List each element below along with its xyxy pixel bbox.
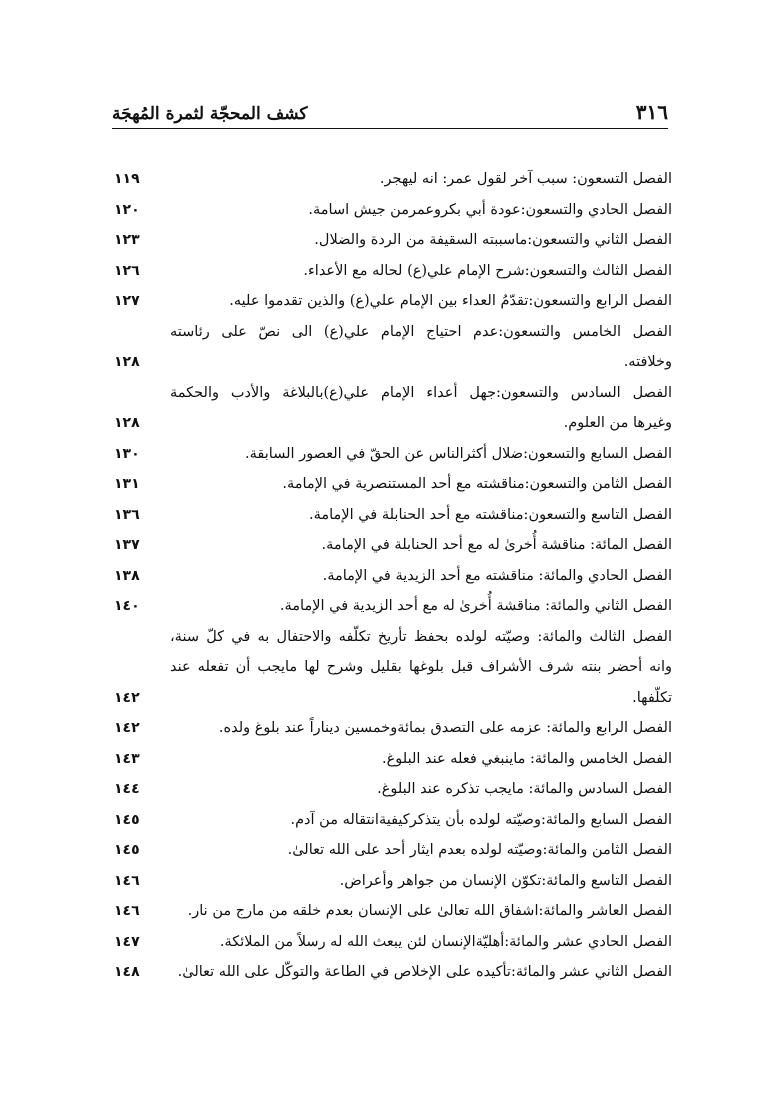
toc-entry-title: تكلّفها. bbox=[632, 689, 672, 706]
toc-entry bbox=[112, 866, 672, 897]
toc-entry bbox=[112, 744, 672, 775]
toc-entry-page: ١٤٨ bbox=[114, 964, 140, 980]
toc-entry bbox=[112, 469, 672, 500]
toc-entry-title: الفصل الثاني والتسعون:ماسببته السقيفة من الردة والضلال. bbox=[314, 232, 672, 248]
table-of-contents bbox=[112, 164, 672, 988]
toc-entry bbox=[112, 683, 672, 714]
toc-entry-page: ١٤٦ bbox=[114, 903, 140, 919]
toc-entry bbox=[112, 927, 672, 958]
toc-entry-title: الفصل الثاني والمائة: مناقشة أُخرىٰ له مع أحد الزيدية في الإمامة. bbox=[279, 598, 672, 614]
toc-entry bbox=[112, 835, 672, 866]
toc-entry-page: ١٣٧ bbox=[114, 537, 140, 553]
toc-entry-title: الفصل الثاني عشر والمائة:تأكيده على الإخلاص في الطاعة والتوكّل على الله تعالىٰ. bbox=[177, 964, 672, 980]
toc-entry-title: الفصل الخامس والمائة: ماينبغي فعله عند البلوغ. bbox=[382, 750, 672, 767]
toc-entry-page: ١٤٦ bbox=[114, 872, 140, 889]
toc-entry bbox=[112, 591, 672, 622]
toc-entry-page: ١٣٠ bbox=[114, 445, 140, 462]
toc-entry-page: ١٣٦ bbox=[114, 506, 140, 523]
toc-entry-page: ١٢٠ bbox=[114, 201, 140, 218]
toc-entry-title: الفصل المائة: مناقشة أُخرىٰ له مع أحد الحنابلة في الإمامة. bbox=[321, 537, 672, 553]
toc-entry-page: ١٤٥ bbox=[114, 811, 140, 828]
toc-entry bbox=[112, 256, 672, 287]
toc-entry-title: الفصل الثامن والمائة:وصيّته لولده بعدم ايثار أحد على الله تعالىٰ. bbox=[287, 842, 672, 858]
toc-entry bbox=[112, 408, 672, 439]
toc-entry-title: الفصل الحادي عشر والمائة:أهليّةالإنسان لئن يبعث الله له رسلاً من الملائكة. bbox=[219, 933, 672, 950]
toc-entry-title: الفصل الثالث والتسعون:شرح الإمام علي(ع) لحاله مع الأعداء. bbox=[303, 262, 672, 279]
toc-entry-title: الفصل التاسع والمائة:تكوّن الإنسان من جواهر وأعراض. bbox=[339, 872, 672, 889]
toc-entry bbox=[112, 622, 672, 653]
toc-entry bbox=[112, 652, 672, 683]
toc-entry bbox=[112, 957, 672, 988]
toc-entry-page: ١٤٤ bbox=[114, 781, 140, 797]
toc-entry bbox=[112, 164, 672, 195]
toc-entry bbox=[112, 713, 672, 744]
toc-entry-title: الفصل الخامس والتسعون:عدم احتياج الإمام علي(ع) الى نصّ على رئاسته bbox=[170, 323, 672, 340]
toc-entry bbox=[112, 195, 672, 226]
toc-entry bbox=[112, 530, 672, 561]
toc-entry-page: ١٤٢ bbox=[114, 720, 140, 736]
toc-entry-title: الفصل السادس والمائة: مايجب تذكره عند البلوغ. bbox=[377, 781, 672, 797]
toc-entry-page: ١٤٥ bbox=[114, 842, 140, 858]
toc-entry bbox=[112, 561, 672, 592]
toc-entry bbox=[112, 347, 672, 378]
page-number: ٣١٦ bbox=[635, 100, 668, 124]
toc-entry-title: الفصل الحادي والمائة: مناقشته مع أحد الزيدية في الإمامة. bbox=[322, 567, 672, 584]
toc-entry-title: الفصل التسعون: سبب آخر لقول عمر: انه ليهجر. bbox=[379, 171, 672, 187]
toc-entry-title: الفصل الثامن والتسعون:مناقشته مع أحد المستنصرية في الإمامة. bbox=[282, 476, 672, 492]
toc-entry-title: وخلافته. bbox=[623, 354, 672, 370]
toc-entry-page: ١٤٧ bbox=[114, 933, 140, 950]
toc-entry-page: ١٣١ bbox=[114, 476, 140, 492]
book-title: كشف المحجّة لثمرة المُهجَة bbox=[112, 104, 308, 124]
toc-entry-page: ١٢٨ bbox=[114, 354, 140, 370]
toc-entry bbox=[112, 225, 672, 256]
header-rule bbox=[112, 128, 668, 129]
toc-entry-title: الفصل السابع والتسعون:ضلال أكثرالناس عن الحقّ في العصور السابقة. bbox=[245, 445, 672, 462]
running-header bbox=[112, 84, 668, 124]
toc-entry-page: ١٢٣ bbox=[114, 232, 140, 248]
toc-entry-title: الفصل الرابع والتسعون:تقدّمُ العداء بين الإمام علي(ع) والذين تقدموا عليه. bbox=[229, 293, 672, 309]
toc-entry-title: الفصل الثالث والمائة: وصيّته لولده بحفظ تأريخ تكلّفه والاحتفال به في كلّ سنة، bbox=[170, 628, 672, 645]
toc-entry bbox=[112, 774, 672, 805]
toc-entry bbox=[112, 439, 672, 470]
toc-entry-title: وانه أحضر بنته شرف الأشراف قبل بلوغها بقليل وشرح لها مايجب أن تفعله عند bbox=[170, 659, 672, 675]
toc-entry-page: ١٢٧ bbox=[114, 293, 140, 309]
toc-entry-title: وغيرها من العلوم. bbox=[563, 415, 672, 431]
toc-entry bbox=[112, 286, 672, 317]
toc-entry-title: الفصل التاسع والتسعون:مناقشته مع أحد الحنابلة في الإمامة. bbox=[308, 506, 672, 523]
toc-entry-page: ١٤٠ bbox=[114, 598, 140, 614]
toc-entry bbox=[112, 896, 672, 927]
toc-entry-page: ١٣٨ bbox=[114, 567, 140, 584]
toc-entry-title: الفصل السادس والتسعون:جهل أعداء الإمام علي(ع)بالبلاغة والأدب والحكمة bbox=[170, 384, 672, 401]
toc-entry bbox=[112, 317, 672, 348]
toc-entry-page: ١١٩ bbox=[114, 171, 140, 187]
toc-entry-title: الفصل العاشر والمائة:اشفاق الله تعالىٰ على الإنسان بعدم خلقه من مارج من نار. bbox=[187, 903, 672, 919]
toc-entry-page: ١٢٨ bbox=[114, 415, 140, 431]
toc-entry bbox=[112, 805, 672, 836]
toc-entry bbox=[112, 500, 672, 531]
toc-entry-page: ١٤٣ bbox=[114, 750, 140, 767]
toc-entry-page: ١٤٢ bbox=[114, 689, 140, 706]
toc-entry-page: ١٢٦ bbox=[114, 262, 140, 279]
toc-entry-title: الفصل الحادي والتسعون:عودة أبي بكروعمرمن جيش اسامة. bbox=[308, 201, 672, 218]
toc-entry bbox=[112, 378, 672, 409]
toc-entry-title: الفصل السابع والمائة:وصيّته لولده بأن يتذكركيفيةانتقاله من آدم. bbox=[290, 811, 672, 828]
toc-entry-title: الفصل الرابع والمائة: عزمه على التصدق بمائةوخمسين ديناراً عند بلوغ ولده. bbox=[218, 720, 672, 736]
